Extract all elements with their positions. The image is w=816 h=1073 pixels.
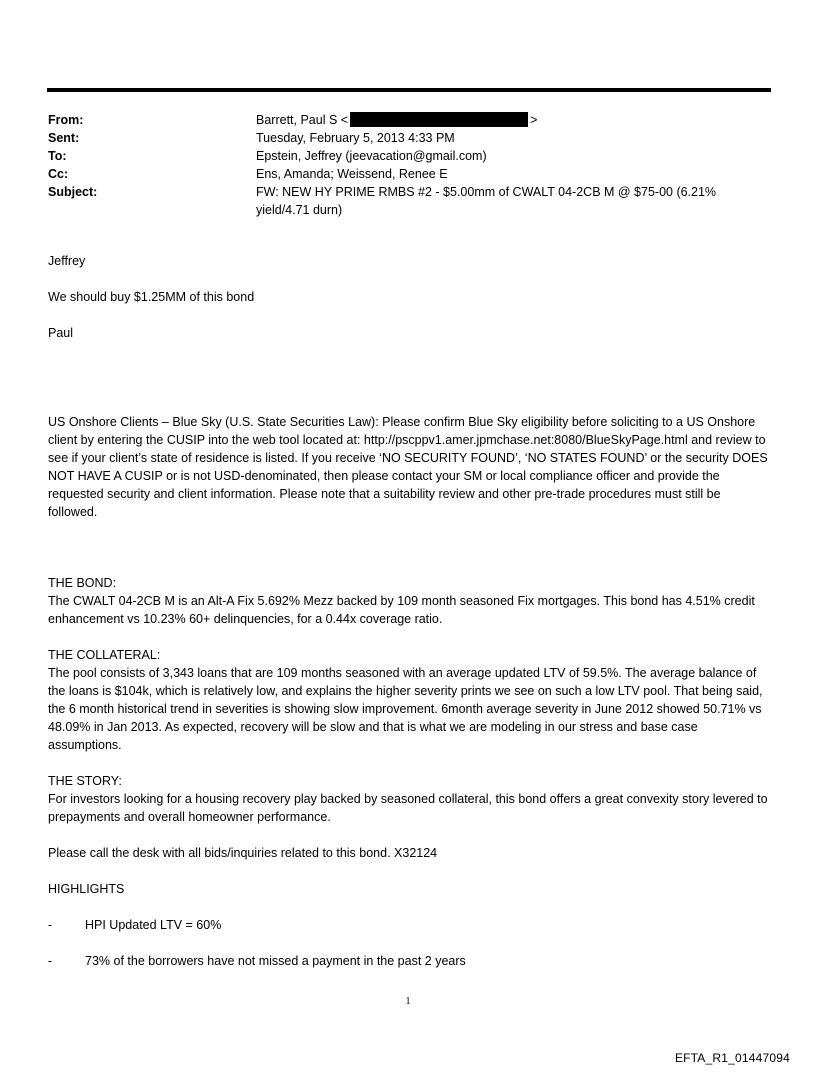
compliance-text: US Onshore Clients – Blue Sky (U.S. State Securities Law): Please confirm Blue Sky eligibility before soliciting to a US Onshore client by entering the CUSIP into the web tool located at: http://pscppv1.amer.jpmchase.net:8080/BlueSkyPage.html and review to see if your client’s state of residence is listed. If you receive ‘NO SECURITY FOUND’, ‘NO STATES FOUND’ or the security DOES NOT HAVE A CUSIP or is not USD-denominated, then please contact your SM or local compliance officer and provide the requested security and client information. Please note that a suitability review and other pre-trade procedures must still be followed.	[48, 415, 768, 519]
desk-note: Please call the desk with all bids/inquiries related to this bond. X32124	[48, 846, 438, 860]
sent-value: Tuesday, February 5, 2013 4:33 PM	[256, 131, 455, 145]
subject-label: Subject:	[48, 185, 98, 199]
email-header	[48, 111, 770, 219]
from-value-suffix: >	[530, 113, 538, 127]
subject-row	[48, 183, 770, 219]
bond-text: The CWALT 04-2CB M is an Alt-A Fix 5.692% Mezz backed by 109 month seasoned Fix mortgages. This bond has 4.51% credit enhancement vs 10.23% 60+ delinquencies, for a 0.44x coverage ratio.	[48, 594, 755, 626]
from-value	[256, 111, 770, 129]
story-text: For investors looking for a housing recovery play backed by seasoned collateral, this bond offers a great convexity story levered to prepayments and overall homeowner performance.	[48, 792, 768, 824]
signature-block	[48, 324, 772, 342]
bullet-dash: -	[48, 918, 53, 932]
signature: Paul	[48, 326, 74, 340]
highlight-item	[48, 952, 772, 970]
highlight-item	[48, 916, 772, 934]
message-line1: We should buy $1.25MM of this bond	[48, 290, 255, 304]
bond-section	[48, 574, 772, 628]
greeting: Jeffrey	[48, 254, 86, 268]
page-number: 1	[405, 996, 411, 1007]
desk-note-block	[48, 844, 772, 862]
bond-heading: THE BOND:	[48, 576, 117, 590]
message-body	[48, 252, 772, 270]
story-section	[48, 772, 772, 826]
compliance-notice	[48, 413, 772, 521]
from-value-prefix: Barrett, Paul S <	[256, 113, 349, 127]
highlight-text: 73% of the borrowers have not missed a payment in the past 2 years	[85, 954, 466, 968]
from-label: From:	[48, 113, 84, 127]
collateral-section	[48, 646, 772, 754]
collateral-text: The pool consists of 3,343 loans that are 109 months seasoned with an average updated LTV of 59.5%. The average balance of the loans is $104k, which is relatively low, and explains the higher severity prints we see on such a low LTV pool. That being said, the 6 month historical trend in severities is showing slow improvement. 6month average severity in June 2012 showed 50.71% vs 48.09% in Jan 2013. As expected, recovery will be slow and that is what we are modeling in our stress and base case assumptions.	[48, 666, 763, 752]
highlight-item-row	[48, 916, 772, 934]
story-heading: THE STORY:	[48, 774, 122, 788]
redaction-box	[350, 112, 528, 127]
subject-value: FW: NEW HY PRIME RMBS #2 - $5.00mm of CWALT 04-2CB M @ $75-00 (6.21% yield/4.71 durn)	[256, 185, 717, 217]
to-row	[48, 147, 770, 165]
bates-number: EFTA_R1_01447094	[674, 1051, 790, 1065]
highlights-section	[48, 880, 772, 898]
sent-label: Sent:	[48, 131, 80, 145]
sent-row	[48, 129, 770, 147]
message-line	[48, 288, 772, 306]
cc-label: Cc:	[48, 167, 69, 181]
to-value: Epstein, Jeffrey (jeevacation@gmail.com)	[256, 149, 487, 163]
cc-value: Ens, Amanda; Weissend, Renee E	[256, 167, 448, 181]
highlight-text: HPI Updated LTV = 60%	[85, 918, 222, 932]
highlights-heading: HIGHLIGHTS	[48, 882, 125, 896]
from-row	[48, 111, 770, 129]
cc-row	[48, 165, 770, 183]
highlight-item-row	[48, 952, 772, 970]
to-label: To:	[48, 149, 67, 163]
collateral-heading: THE COLLATERAL:	[48, 648, 161, 662]
bullet-dash: -	[48, 954, 53, 968]
header-rule	[47, 88, 771, 92]
